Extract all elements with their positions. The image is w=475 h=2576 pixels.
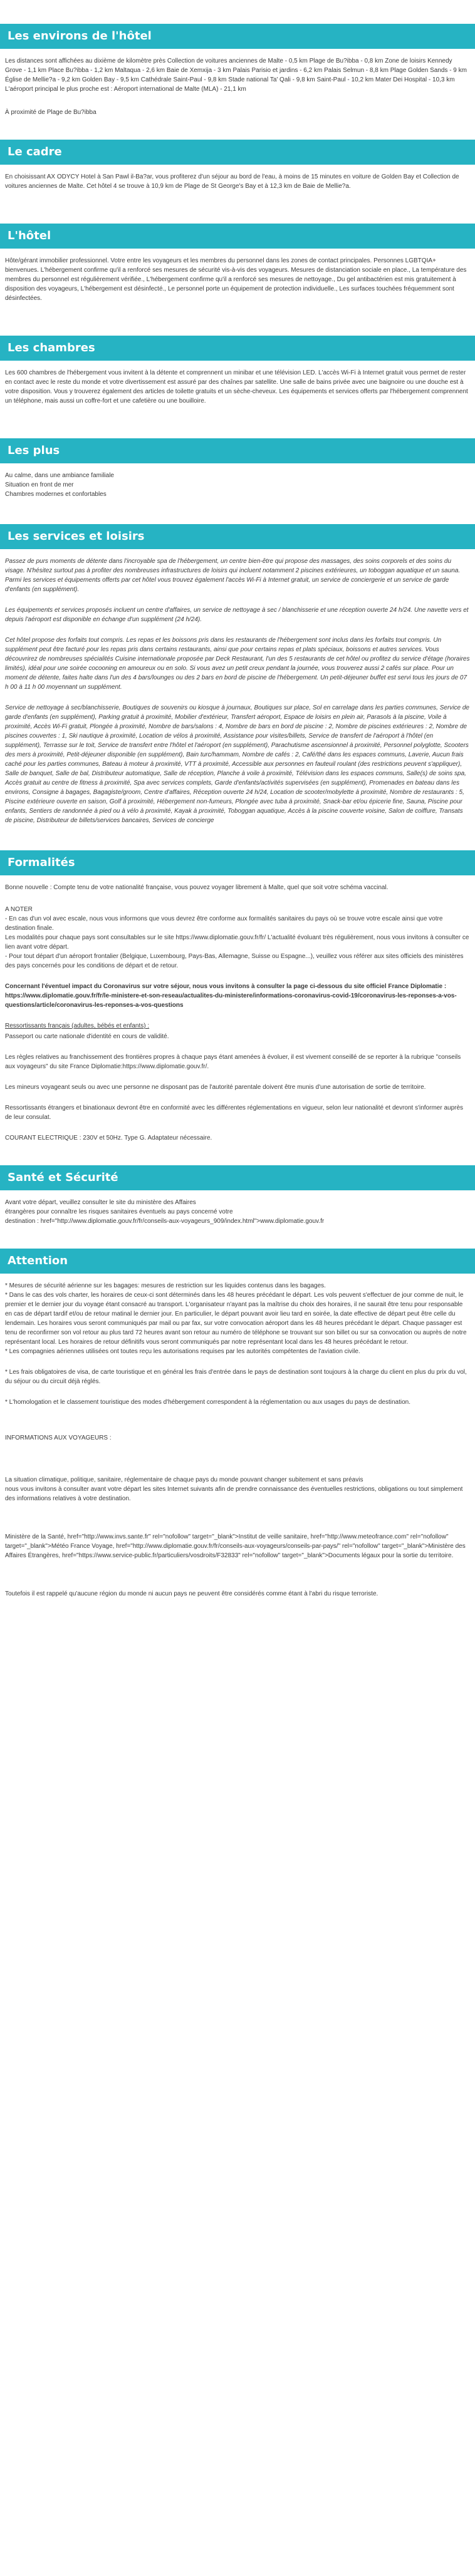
section-body (0, 368, 475, 406)
paragraph: Les mineurs voyageant seuls ou avec une personne ne disposant pas de l'autorité parentale doivent être munis d'une autorisation de sortie de territoire. (5, 1084, 426, 1091)
section-body (0, 172, 475, 191)
section-hotel (0, 224, 475, 303)
section-heading: Santé et Sécurité (0, 1165, 475, 1190)
paragraph: Cet hôtel propose des forfaits tout compris. Les repas et les boissons pris dans les restaurants de l'hébergement sont inclus dans les forfaits tout compris. Un supplément peut être facturé pour les repas pris dans certains restaurants, ainsi que pour certains repas et plats spéciaux, boissons et autres services. Vous découvrirez de nombreuses spécialités Cuisine internationale proposée par Deck Restaurant, l'un des 5 restaurants de cet hôtel ou profitez du service d'étage (horaires limités), idéal pour une soirée cocooning en amoureux ou en solo. Si vous avez un petit creux pendant la journée, vous trouverez aussi 2 cafés sur place. Pour un moment de détente, faites halte dans l'un des 4 bars/lounges ou des 2 bars en bord de piscine de l'hébergement. Un petit-déjeuner buffet est servi tous les jours de 07 h 00 à 11 h 00 moyennant un supplément. (5, 637, 470, 691)
section-heading: Le cadre (0, 140, 475, 165)
paragraph: Passez de purs moments de détente dans l'incroyable spa de l'hébergement, un centre bien-être qui propose des massages, des soins corporels et des soins du visage. N'hésitez surtout pas à profiter des nombreuses infrastructures de loisirs qui incluent notamment 2 piscines extérieures, un toboggan aquatique et un sauna. Parmi les services et équipements offerts par cet hôtel vous trouvez également l'accès Wi-Fi à Internet gratuit, un service de conciergerie et un service de garde d'enfants (en supplément). (5, 558, 461, 593)
paragraph: * Les frais obligatoires de visa, de carte touristique et en général les frais d'entrée dans le pays de destination sont toujours à la charge du client en plus du prix du vol, du séjour ou du circuit déjà réglés. (5, 1369, 467, 1385)
paragraph: Au calme, dans une ambiance familiale Situation en front de mer Chambres modernes et confortables (5, 472, 114, 498)
paragraph: Ressortissants étrangers et binationaux devront être en conformité avec les différentes réglementations en vigueur, selon leur nationalité et devront s'informer auprès de leur consulat. (5, 1105, 464, 1121)
paragraph: À proximité de Plage de Bu?ibba (5, 109, 97, 116)
paragraph: Les distances sont affichées au dixième de kilomètre près Collection de voitures anciennes de Malte - 0,5 km Plage de Bu?ibba - 0,8 km Zone de loisirs Kennedy Grove - 1,1 km Place Bu?ibba - 1,2 km Maltaqua - 2,6 km Baie de Xemxija - 3 km Palais Parisio et jardins - 6,2 km Palais Selmun - 8,8 km Plage Golden Sands - 9 km Église de Mellie?a - 9,2 km Golden Bay - 9,5 km Cathédrale Saint-Paul - 9,8 km Stade national Ta' Qali - 9,8 km Saint-Paul - 10,2 km Mater Dei Hospital - 10,3 km L'aéroport principal le plus proche est : Aéroport international de Malte (MLA) - 21,1 km (5, 58, 467, 93)
section-environs (0, 24, 475, 117)
paragraph: Bonne nouvelle : Compte tenu de votre nationalité française, vous pouvez voyager librement à Malte, quel que soit votre schéma vaccinal. (5, 884, 389, 891)
section-body (0, 256, 475, 303)
section-heading: L'hôtel (0, 224, 475, 249)
paragraph: INFORMATIONS AUX VOYAGEURS : (5, 1435, 112, 1441)
paragraph: Avant votre départ, veuillez consulter le site du ministère des Affaires étrangères pour connaître les risques sanitaires éventuels au pays concerné votre destination : href="http://www.diplomatie.gouv.fr/fr/conseils-aux-voyageurs_909/index.html">www.diplomatie.gouv.fr (5, 1199, 325, 1225)
paragraph: COURANT ELECTRIQUE : 230V et 50Hz. Type G. Adaptateur nécessaire. (5, 1135, 212, 1141)
section-sante (0, 1165, 475, 1226)
section-body (0, 1281, 475, 1599)
section-heading: Les chambres (0, 336, 475, 361)
section-body (0, 56, 475, 117)
paragraph: Ressortissants français (adultes, bébés et enfants) : (5, 1023, 150, 1029)
paragraph: Hôte/gérant immobilier professionnel. Votre entre les voyageurs et les membres du personnel dans les zones de contact principales. Personnes LGBTQIA+ bienvenues. L'hébergement confirme qu'il a renforcé ses mesures de sécurité vis-à-vis des voyageurs. Mesures de distanciation sociale en place., La température des membres du personnel est régulièrement vérifiée., L'hébergement confirme qu'il a renforcé ses mesures de nettoyage., Du gel antibactérien est mis gratuitement à disposition des voyageurs, L'hébergement est désinfecté., Le personnel porte un équipement de protection individuelle., Les surfaces touchées fréquemment sont désinfectées. (5, 257, 467, 302)
section-body (0, 557, 475, 825)
section-plus (0, 438, 475, 499)
paragraph: Ministère de la Santé, href="http://www.invs.sante.fr" rel="nofollow" target="_blank">Institut de veille sanitaire, href="http://www.meteofrance.com" rel="nofollow" target="_blank">Météo France Voyage, href="http://www.diplomatie.gouv.fr/fr/conseils-aux-voyageurs/conseils-par-pays/" rel="nofollow" target="_blank">Ministère des Affaires Étrangères, href="https://www.service-public.fr/particuliers/vosdroits/F32833" rel="nofollow" target="_blank">Documents légaux pour la sortie du territoire. (5, 1533, 466, 1559)
paragraph: La situation climatique, politique, sanitaire, réglementaire de chaque pays du monde pouvant changer subitement et sans préavis nous vous invitons à consulter avant votre départ les sites Internet suivants afin de prendre connaissance des éventuelles restrictions, obligations ou tout simplement des informations relatives à votre destination. (5, 1476, 463, 1502)
paragraph: A NOTER - En cas d'un vol avec escale, nous vous informons que vous devrez être conforme aux formalités sanitaires du pays où se trouve votre escale ainsi que votre destination finale. Les modalités pour chaque pays sont consultables sur le site https://www.diplomatie.gouv.fr/fr/ L'actualité évoluant très régulièrement, nous vous invitons à consulter ce lien avant votre départ. - Pour tout départ d'un aéroport frontalier (Belgique, Luxembourg, Pays-Bas, Allemagne, Suisse ou Espagne...), veuillez vous référer aux sites officiels des ministères des pays concernés pour les conditions de départ et de retour. (5, 906, 469, 969)
section-heading: Attention (0, 1249, 475, 1274)
section-heading: Les plus (0, 438, 475, 463)
section-services (0, 524, 475, 825)
section-attention (0, 1249, 475, 1599)
paragraph: En choisissant AX ODYCY Hotel à San Pawl il-Ba?ar, vous profiterez d'un séjour au bord de l'eau, à moins de 15 minutes en voiture de Golden Bay et Collection de voitures anciennes de Malte. Cet hôtel 4 se trouve à 10,9 km de Plage de St George's Bay et à 12,3 km de Baie de Mellie?a. (5, 173, 459, 190)
section-formalites (0, 850, 475, 1143)
section-body (0, 471, 475, 499)
paragraph: * Mesures de sécurité aérienne sur les bagages: mesures de restriction sur les liquides contenus dans les bagages. * Dans le cas des vols charter, les horaires de ceux-ci sont déterminés dans les 48 heures précédant le départ. Les vols peuvent s'effectuer de jour comme de nuit, le premier et le dernier jour du voyage étant consacré au transport. L'organisateur n'ayant pas la maîtrise du choix des horaires, il ne saurait être tenu pour responsable en cas de départ tardif et/ou de retour matinal le dernier jour. En particulier, le départ pouvant avoir lieu tard en soirée, la date effective de départ peut être celle du lendemain. Les horaires vous seront communiqués par mail ou par fax, sur votre convocation aéroport dans les 48 heures précédant le départ. Chaque passager est tenu de reconfirmer son vol retour au plus tard 72 heures avant son retour au numéro de téléphone se trouvant sur son billet ou sur sa convocation ou auprès de notre représentant local. Les horaires de retour définitifs vous seront communiqués par notre représentant local dans les 48 heures précédant le retour. * Les compagnies aériennes utilisées ont toutes reçu les autorisations requises par les autorités compétentes de l'aviation civile. (5, 1282, 467, 1355)
section-heading: Les services et loisirs (0, 524, 475, 549)
paragraph: Service de nettoyage à sec/blanchisserie, Boutiques de souvenirs ou kiosque à journaux, Boutiques sur place, Sol en carrelage dans les parties communes, Service de garde d'enfants (en supplément), Parking gratuit à proximité, Mobilier d'extérieur, Transfert aéroport, Espace de loisirs en plein air, Parasols à la piscine, Voile à proximité, Accès Wi-Fi gratuit, Plongée à proximité, Nombre de bars/salons : 4, Nombre de bars en bord de piscine : 2, Nombre de piscines extérieures : 2, Nombre de piscines couvertes : 1, Ski nautique à proximité, Location de vélos à proximité, Assistance pour visites/billets, Service de transfert de l'aéroport à l'hôtel (en supplément), Terrasse sur le toit, Service de transfert entre l'hôtel et l'aéroport (en supplément), Parachutisme ascensionnel à proximité, Personnel polyglotte, Scooters des mers à proximité, Petit-déjeuner disponible (en supplément), Bain turc/hammam, Nombre de cafés : 2, Café/thé dans les espaces communs, Laverie, Aucun frais caché pour les parties communes, Bateau à moteur à proximité, VTT à proximité, Accessible aux personnes en fauteuil roulant (des restrictions peuvent s'appliquer), Salle de banquet, Salle de bal, Distributeur automatique, Salle de réception, Planche à voile à proximité, Télévision dans les espaces communs, Salle(s) de soins spa, Accès gratuit au centre de fitness à proximité, Spa avec services complets, Garde d'enfants/activités supervisées (en supplément), Promenades en bateau dans les environs, Consigne à bagages, Bagagiste/groom, Centre d'affaires, Réception ouverte 24 h/24, Location de scooter/mobylette à proximité, Nombre de restaurants : 5, Piscine extérieure ouverte en saison, Golf à proximité, Hébergement non-fumeurs, Plongée avec tuba à proximité, Snack-bar et/ou épicerie fine, Sauna, Piscine pour enfants, Sentiers de randonnée à pied ou à vélo à proximité, Kayak à proximité, Toboggan aquatique, Accès à la piscine couverte voisine, Salon de coiffure, Transats de piscine, Distributeur de billets/services bancaires, Services de concierge (5, 704, 469, 824)
paragraph: Les 600 chambres de l'hébergement vous invitent à la détente et comprennent un minibar et une télévision LED. L'accès Wi-Fi à Internet gratuit vous permet de rester en contact avec le reste du monde et votre divertissement est assuré par des chaînes par satellite. Une salle de bains privée avec une baignoire ou une douche est à votre disposition. Vous y trouverez également des articles de toilette gratuits et un sèche-cheveux. Les équipements et services offerts par l'hébergement comprennent un téléphone, mais aussi un coffre-fort et une cafetière ou une bouilloire. (5, 369, 468, 404)
section-body (0, 883, 475, 1143)
section-heading: Formalités (0, 850, 475, 875)
paragraph: Toutefois il est rappelé qu'aucune région du monde ni aucun pays ne peuvent être considérés comme étant à l'abri du risque terroriste. (5, 1590, 378, 1597)
section-body (0, 1198, 475, 1226)
paragraph: * L'homologation et le classement touristique des modes d'hébergement correspondent à la réglementation ou aux usages du pays de destination. (5, 1399, 411, 1406)
paragraph: Passeport ou carte nationale d'identité en cours de validité. (5, 1033, 169, 1040)
paragraph: Les règles relatives au franchissement des frontières propres à chaque pays étant amenées à évoluer, il est vivement conseillé de se reporter à la rubrique "conseils aux voyageurs" du site France Diplomatie:https://www.diplomatie.gouv.fr/. (5, 1054, 461, 1070)
section-cadre (0, 140, 475, 191)
paragraph: Concernant l'éventuel impact du Coronavirus sur votre séjour, nous vous invitons à consulter la page ci-dessous du site officiel France Diplomatie : https://www.diplomatie.gouv.fr/fr/le-ministere-et-son-reseau/actualites-du-ministere/informations-coronavirus-covid-19/coronavirus-les-reponses-a-vos-questions/article/coronavirus-les-reponses-a-vos-questions (5, 983, 457, 1009)
section-chambres (0, 336, 475, 406)
paragraph: Les équipements et services proposés incluent un centre d'affaires, un service de nettoyage à sec / blanchisserie et une réception ouverte 24 h/24. Une navette vers et depuis l'aéroport est disponible en échange d'un supplément (24 h/24). (5, 607, 469, 623)
section-heading: Les environs de l'hôtel (0, 24, 475, 49)
